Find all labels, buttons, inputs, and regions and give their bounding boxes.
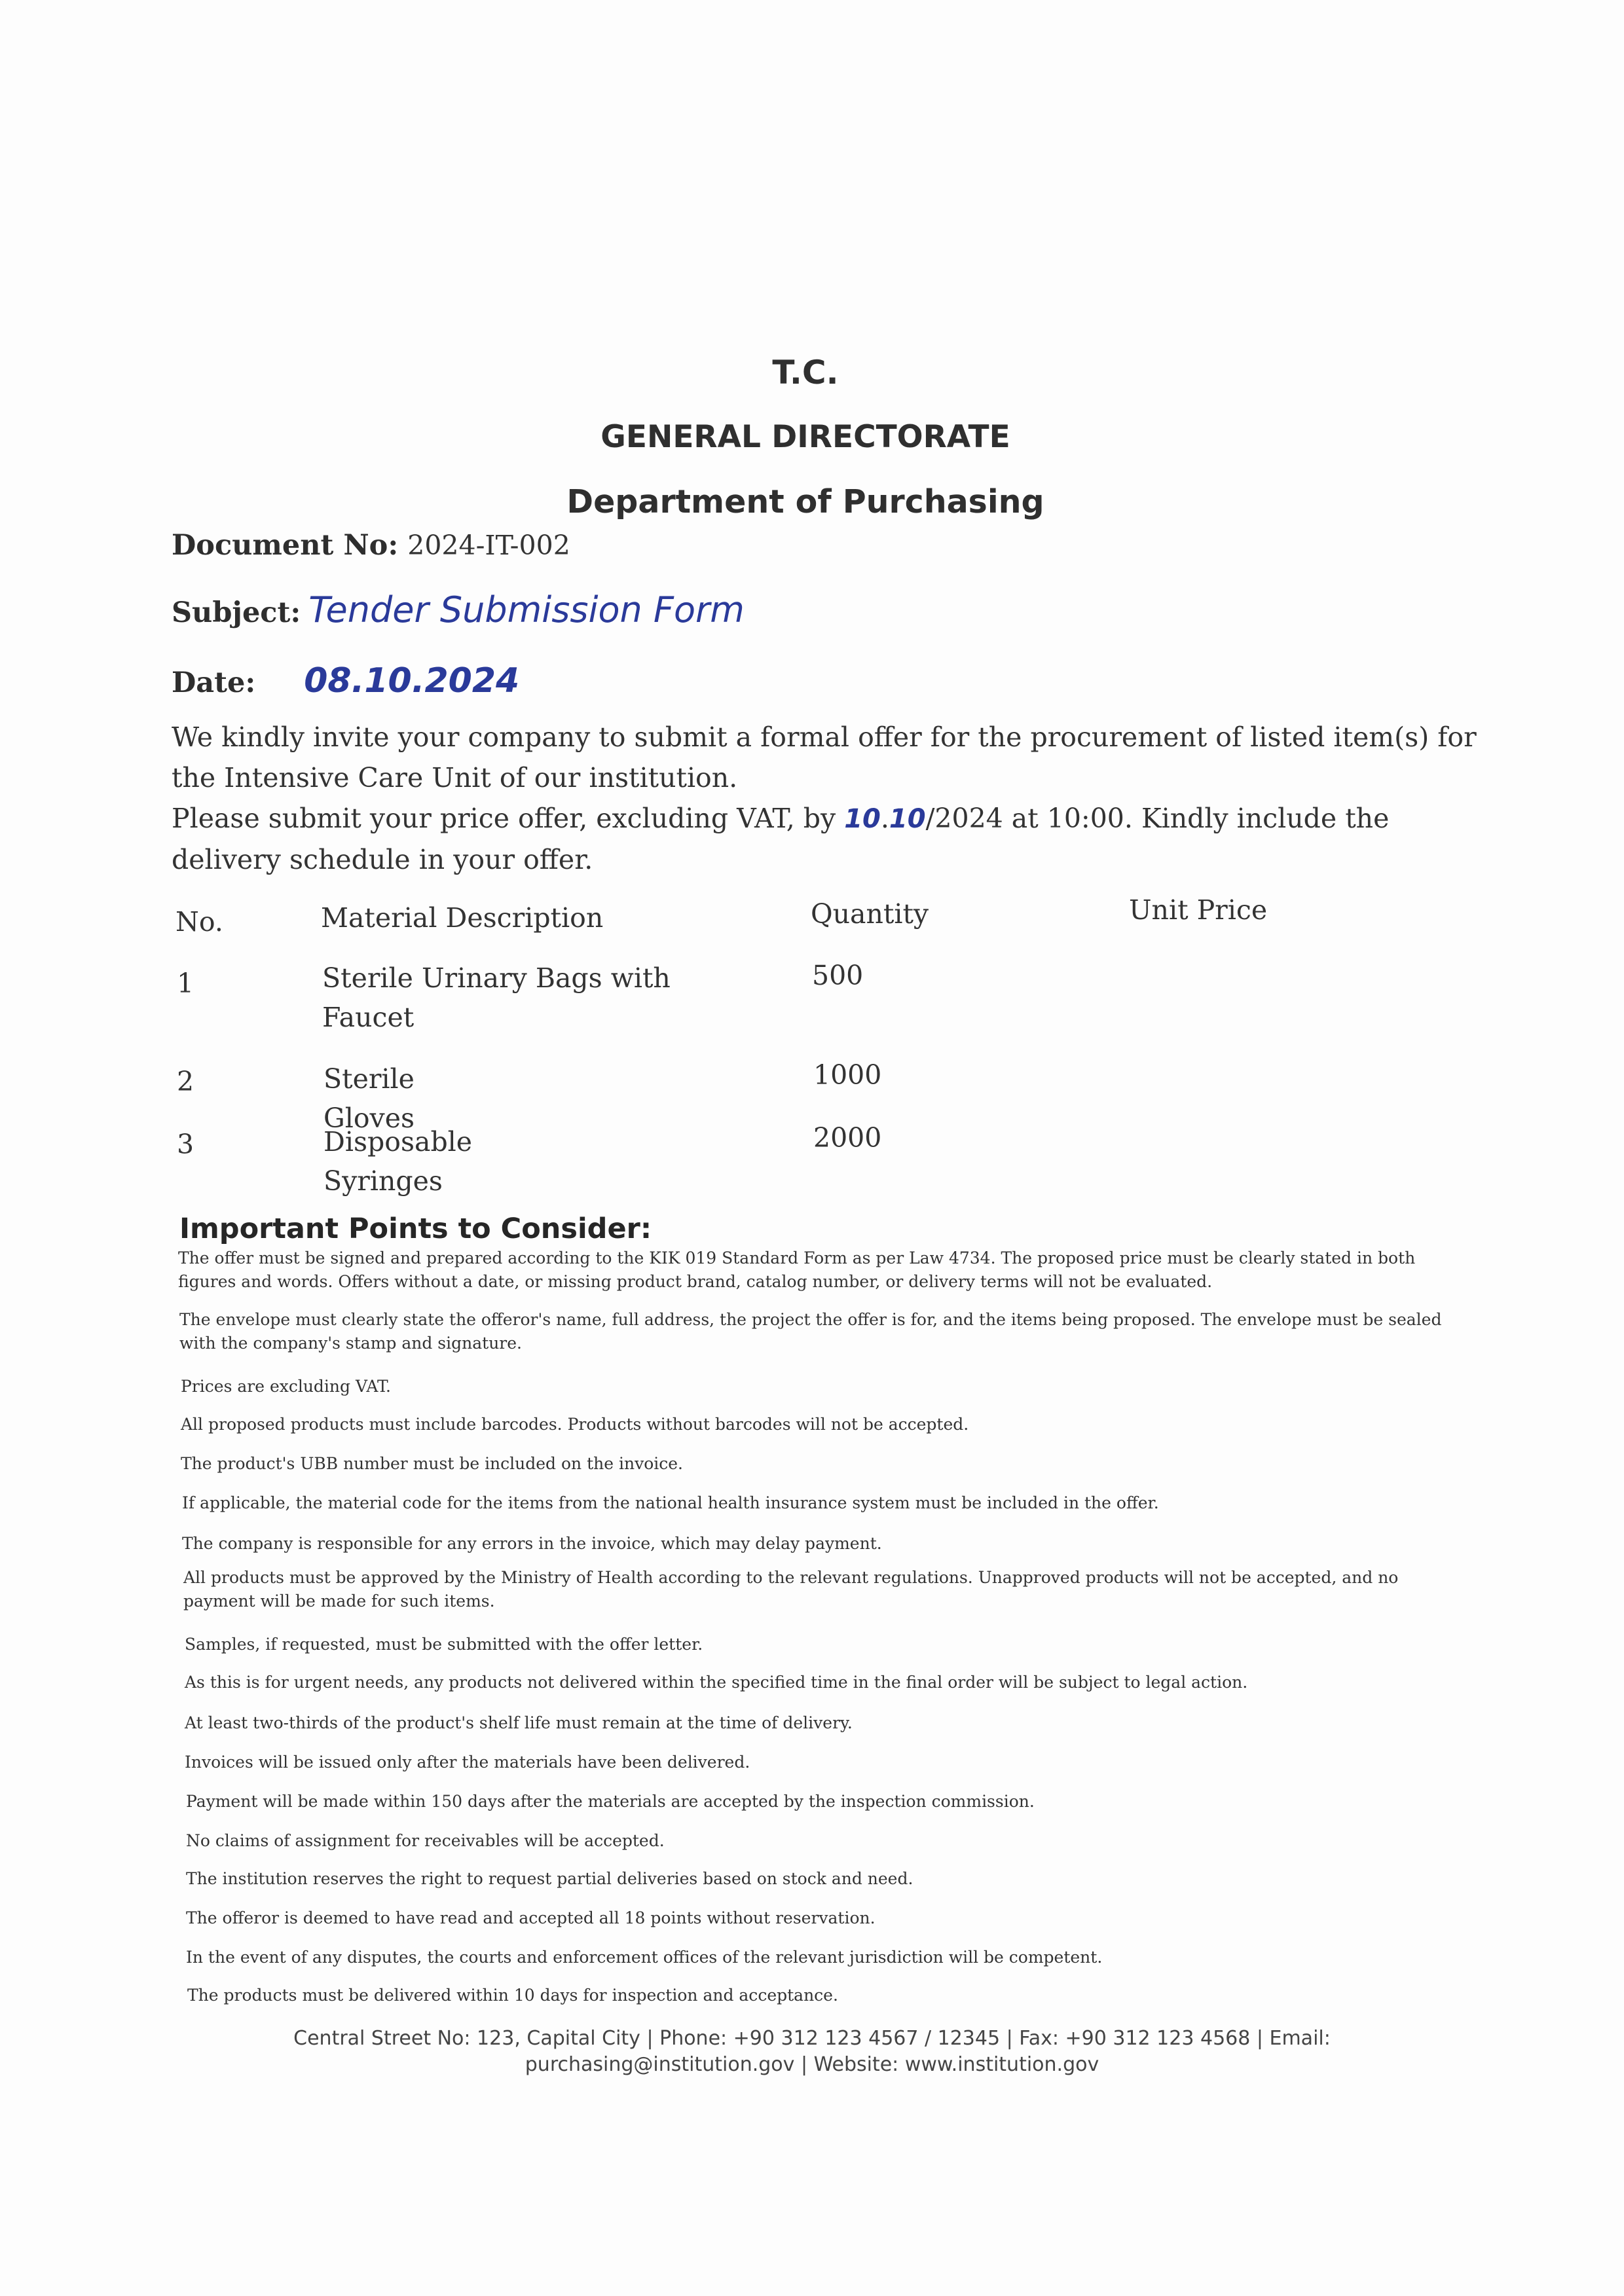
point-item: Payment will be made within 150 days after the materials are accepted by the inspection commission. — [186, 1792, 1035, 1811]
row-quantity: 1000 — [813, 1059, 882, 1091]
point-item: The product's UBB number must be included on the invoice. — [181, 1454, 684, 1473]
date-value: 08.10.2024 — [304, 661, 520, 701]
footer-contact — [203, 2026, 1421, 2078]
header-tc: T.C. — [772, 354, 839, 392]
row-no: 3 — [177, 1129, 194, 1160]
point-item: The offeror is deemed to have read and accepted all 18 points without reservation. — [186, 1908, 876, 1927]
row-quantity: 500 — [812, 960, 864, 991]
point-item: At least two-thirds of the product's shelf life must remain at the time of delivery. — [185, 1713, 853, 1732]
deadline-day: 10 — [844, 804, 881, 834]
point-item: All products must be approved by the Ministry of Health according to the relevant regulations. Unapproved products will not be accepted, and no payment will be made for such items. — [183, 1568, 1399, 1611]
document-no-label: Document No: — [172, 529, 399, 562]
date-label: Date: — [172, 666, 256, 699]
row-no: 2 — [177, 1066, 194, 1097]
header-department: Department of Purchasing — [566, 483, 1044, 520]
deadline-month: 10 — [889, 804, 926, 834]
footer-line-2: purchasing@institution.gov | Website: www.institution.gov — [525, 2053, 1099, 2076]
subject-label: Subject: — [172, 596, 301, 629]
point-item: The institution reserves the right to request partial deliveries based on stock and need. — [186, 1869, 913, 1888]
col-header-unit-price: Unit Price — [1129, 894, 1268, 926]
date — [172, 661, 519, 701]
row-description: Sterile Gloves — [323, 1063, 415, 1134]
intro-line-1: We kindly invite your company to submit a formal offer for the procurement of listed item(s) for the Intensive Care Unit of our institution. — [172, 721, 1477, 793]
point-item: No claims of assignment for receivables will be accepted. — [186, 1831, 665, 1850]
row-description — [322, 958, 715, 1037]
intro-paragraph — [172, 717, 1494, 880]
row-description-line-2: Faucet — [322, 1002, 415, 1033]
intro-line-2 — [172, 798, 1494, 880]
point-item: In the event of any disputes, the courts and enforcement offices of the relevant jurisdiction will be competent. — [186, 1948, 1103, 1967]
point-item: The products must be delivered within 10 days for inspection and acceptance. — [187, 1986, 838, 2005]
point-item: The offer must be signed and prepared according to the KIK 019 Standard Form as per Law 4734. The proposed price must be clearly stated in both figures and words. Offers without a date, or missing product brand, catalog number, or delivery terms will not be evaluated. — [178, 1248, 1416, 1291]
point-item: The envelope must clearly state the offeror's name, full address, the project the offer is for, and the items being proposed. The envelope must be sealed with the company's stamp and signature. — [179, 1310, 1442, 1353]
point-item: As this is for urgent needs, any products not delivered within the specified time in the final order will be subject to legal action. — [185, 1673, 1248, 1692]
point-item: Samples, if requested, must be submitted with the offer letter. — [185, 1635, 703, 1654]
point-item: If applicable, the material code for the items from the national health insurance system must be included in the offer. — [182, 1493, 1159, 1512]
point-item: The company is responsible for any errors in the invoice, which may delay payment. — [182, 1534, 882, 1553]
point-item: Prices are excluding VAT. — [181, 1377, 391, 1396]
point-item: Invoices will be issued only after the materials have been delivered. — [185, 1753, 750, 1772]
intro-deadline-prefix: Please submit your price offer, excluding VAT, by — [172, 803, 845, 834]
col-header-no: No. — [175, 906, 223, 938]
document-no-value: 2024-IT-002 — [407, 530, 570, 561]
header-directorate: GENERAL DIRECTORATE — [600, 419, 1010, 455]
row-no: 1 — [177, 968, 194, 999]
subject — [172, 589, 745, 630]
col-header-quantity: Quantity — [811, 898, 929, 930]
row-description-line-1: Sterile Urinary Bags with — [322, 962, 671, 994]
subject-value: Tender Submission Form — [308, 589, 745, 630]
document-no — [172, 529, 570, 562]
points-title: Important Points to Consider: — [179, 1212, 652, 1245]
col-header-description: Material Description — [321, 902, 604, 934]
footer-line-1: Central Street No: 123, Capital City | Phone: +90 312 123 4567 / 12345 | Fax: +90 312 123 4568 | Email: — [293, 2027, 1331, 2050]
row-quantity: 2000 — [813, 1122, 882, 1154]
intro-deadline-suffix: /2024 at 10:00. Kindly include the delivery schedule in your offer. — [172, 803, 1390, 875]
point-item: All proposed products must include barcodes. Products without barcodes will not be accepted. — [181, 1415, 969, 1434]
date-separator: . — [880, 803, 889, 834]
row-description: Disposable Syringes — [323, 1126, 473, 1197]
